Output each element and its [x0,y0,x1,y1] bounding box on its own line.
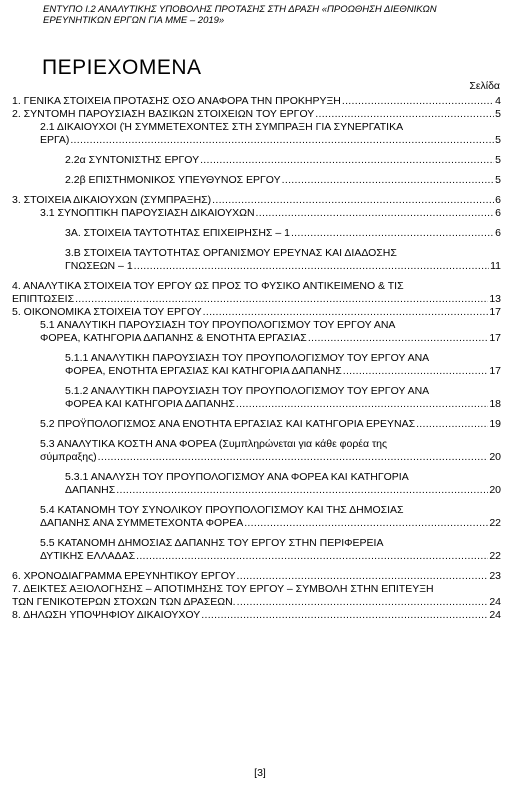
toc-page-number: 24 [489,609,501,621]
toc-entry-text: 5.5 ΚΑΤΑΝΟΜΗ ΔΗΜΟΣΙΑΣ ΔΑΠΑΝΗΣ ΤΟΥ ΕΡΓΟΥ ΣΤΗΝ ΠΕΡΙΦΕΡΕΙΑ [40,537,384,549]
toc-page-number: 6 [495,207,501,219]
toc-dot-leader [236,398,488,411]
toc-entry[interactable] [40,438,501,464]
toc-dot-leader [342,95,494,108]
toc-entry[interactable] [40,207,501,220]
toc-page-number: 6 [495,227,501,239]
toc-entry[interactable] [65,471,501,497]
toc-entry-text: σύμπραξης) [40,451,97,463]
toc-entry-text: 5.3 ΑΝΑΛΥΤΙΚΑ ΚΟΣΤΗ ΑΝΑ ΦΟΡΕΑ (Συμπληρώνεται για κάθε φορέα της [40,438,388,450]
toc-page-number: 22 [489,517,501,529]
toc-dot-leader [201,609,488,622]
toc-page-number: 22 [489,550,501,562]
toc-entry[interactable] [12,108,501,121]
toc-page-number: 19 [489,418,501,430]
toc-entry-text: 5.2 ΠΡΟΫΠΟΛΟΓΙΣΜΟΣ ΑΝΑ ΕΝΟΤΗΤΑ ΕΡΓΑΣΙΑΣ ΚΑΙ ΚΑΤΗΓΟΡΙΑ ΕΡΕΥΝΑΣ [40,418,416,430]
toc-entry[interactable] [40,537,501,563]
toc-entry-text: 3Α. ΣΤΟΙΧΕΙΑ ΤΑΥΤΟΤΗΤΑΣ ΕΠΙΧΕΙΡΗΣΗΣ – 1 [65,227,290,239]
toc-entry-text: ΤΩΝ ΓΕΝΙΚΟΤΕΡΩΝ ΣΤΟΧΩΝ ΤΩΝ ΔΡΑΣΕΩΝ. [12,596,236,608]
toc-entry-text: 5.1 ΑΝΑΛΥΤΙΚΗ ΠΑΡΟΥΣΙΑΣΗ ΤΟΥ ΠΡΟΥΠΟΛΟΓΙΣΜΟΥ ΤΟΥ ΕΡΓΟΥ ΑΝΑ [40,319,396,331]
toc-page-number: 5 [495,134,501,146]
toc-entry-text: 5.3.1 ΑΝΑΛΥΣΗ ΤΟΥ ΠΡΟΥΠΟΛΟΓΙΣΜΟΥ ΑΝΑ ΦΟΡΕΑ ΚΑΙ ΚΑΤΗΓΟΡΙΑ [65,471,409,483]
toc-entry-text: 2.2β ΕΠΙΣΤΗΜΟΝΙΚΟΣ ΥΠΕΥΘΥΝΟΣ ΕΡΓΟΥ [65,174,281,186]
toc-page-number: 20 [489,484,501,496]
toc-entry-text: ΦΟΡΕΑ ΚΑΙ ΚΑΤΗΓΟΡΙΑ ΔΑΠΑΝΗΣ [65,398,235,410]
toc-entry[interactable] [12,583,501,609]
toc-page-number: 17 [489,306,501,318]
toc-entry-text: 5.4 ΚΑΤΑΝΟΜΗ ΤΟΥ ΣΥΝΟΛΙΚΟΥ ΠΡΟΥΠΟΛΟΓΙΣΜΟΥ ΚΑΙ ΤΗΣ ΔΗΜΟΣΙΑΣ [40,504,404,516]
toc-dot-leader [282,174,495,187]
toc-page-number: 5 [495,174,501,186]
toc-entry[interactable] [12,570,501,583]
toc-dot-leader [134,260,489,273]
toc-page-number: 5 [495,154,501,166]
toc-entry-text: 5.1.2 ΑΝΑΛΥΤΙΚΗ ΠΑΡΟΥΣΙΑΣΗ ΤΟΥ ΠΡΟΥΠΟΛΟΓΙΣΜΟΥ ΤΟΥ ΕΡΓΟΥ ΑΝΑ [65,385,430,397]
toc-entry-text: 3. ΣΤΟΙΧΕΙΑ ΔΙΚΑΙΟΥΧΩΝ (ΣΥΜΠΡΑΞΗΣ) [12,194,212,206]
toc-entry-text: ΕΡΓΑ) [40,134,70,146]
toc-entry-text: 3.1 ΣΥΝΟΠΤΙΚΗ ΠΑΡΟΥΣΙΑΣΗ ΔΙΚΑΙΟΥΧΩΝ [40,207,255,219]
toc-dot-leader [416,418,488,431]
toc-dot-leader [75,293,488,306]
toc-entry[interactable] [12,280,501,306]
toc-dot-leader [98,451,489,464]
toc-entry[interactable] [40,121,501,147]
toc-entry[interactable] [65,227,501,240]
toc-entry-text: ΕΠΙΠΤΩΣΕΙΣ [12,293,75,305]
toc-entry-text: 8. ΔΗΛΩΣΗ ΥΠΟΨΗΦΙΟΥ ΔΙΚΑΙΟΥΧΟΥ [12,609,201,621]
page-title: ΠΕΡΙΕΧΟΜΕΝΑ [42,56,202,79]
toc-entry[interactable] [12,194,501,207]
toc-dot-leader [212,194,494,207]
toc-dot-leader [70,134,494,147]
toc-dot-leader [244,517,488,530]
toc-entry[interactable] [12,95,501,108]
toc-entry-text: 2.1 ΔΙΚΑΙΟΥΧΟΙ (Ή ΣΥΜΜΕΤΕΧΟΝΤΕΣ ΣΤΗ ΣΥΜΠΡΑΞΗ ΓΙΑ ΣΥΝΕΡΓΑΤΙΚΑ [40,121,404,133]
toc-entry[interactable] [40,504,501,530]
page-column-label: Σελίδα [469,80,500,92]
toc-entry-text: 5.1.1 ΑΝΑΛΥΤΙΚΗ ΠΑΡΟΥΣΙΑΣΗ ΤΟΥ ΠΡΟΥΠΟΛΟΓΙΣΜΟΥ ΤΟΥ ΕΡΓΟΥ ΑΝΑ [65,352,430,364]
toc-page-number: 11 [490,260,501,272]
toc-dot-leader [116,484,488,497]
toc-entry-text: ΔΥΤΙΚΗΣ ΕΛΛΑΔΑΣ [40,550,136,562]
toc-page-number: 18 [489,398,501,410]
toc-entry-text: 7. ΔΕΙΚΤΕΣ ΑΞΙΟΛΟΓΗΣΗΣ – ΑΠΟΤΙΜΗΣΗΣ ΤΟΥ ΕΡΓΟΥ – ΣΥΜΒΟΛΗ ΣΤΗΝ ΕΠΙΤΕΥΞΗ [12,583,434,595]
toc-page-number: 17 [489,365,501,377]
toc-page-number: 24 [489,596,501,608]
toc-entry-text: 2.2α ΣΥΝΤΟΝΙΣΤΗΣ ΕΡΓΟΥ [65,154,200,166]
toc-entry-text: ΦΟΡΕΑ, ΕΝΟΤΗΤΑ ΕΡΓΑΣΙΑΣ ΚΑΙ ΚΑΤΗΓΟΡΙΑ ΔΑΠΑΝΗΣ [65,365,342,377]
toc-dot-leader [315,108,494,121]
document-header [43,4,503,26]
toc-entry-text: 1. ΓΕΝΙΚΑ ΣΤΟΙΧΕΙΑ ΠΡΟΤΑΣΗΣ ΟΣΟ ΑΝΑΦΟΡΑ ΤΗΝ ΠΡΟΚΗΡΥΞΗ [12,95,341,107]
toc-dot-leader [237,570,489,583]
toc-entry[interactable] [12,609,501,622]
toc-entry-text: ΦΟΡΕΑ, ΚΑΤΗΓΟΡΙΑ ΔΑΠΑΝΗΣ & ΕΝΟΤΗΤΑ ΕΡΓΑΣΙΑΣ [40,332,307,344]
toc-page-number: 6 [495,194,501,206]
toc-dot-leader [203,306,489,319]
toc-entry[interactable] [40,319,501,345]
toc-entry[interactable] [65,154,501,167]
header-line-1: ΕΝΤΥΠΟ Ι.2 ΑΝΑΛΥΤΙΚΗΣ ΥΠΟΒΟΛΗΣ ΠΡΟΤΑΣΗΣ ΣΤΗ ΔΡΑΣΗ «ΠΡΟΩΘΗΣΗ ΔΙΕΘΝΙΚΩΝ [43,4,437,15]
toc-entry[interactable] [65,174,501,187]
toc-entry-text: 5. ΟΙΚΟΝΟΜΙΚΑ ΣΤΟΙΧΕΙΑ ΤΟΥ ΕΡΓΟΥ [12,306,202,318]
toc-page-number: 4 [495,95,501,107]
toc-dot-leader [291,227,494,240]
toc-entry-text: 2. ΣΥΝΤΟΜΗ ΠΑΡΟΥΣΙΑΣΗ ΒΑΣΙΚΩΝ ΣΤΟΙΧΕΙΩΝ ΤΟΥ ΕΡΓΟΥ [12,108,315,120]
toc-entry[interactable] [65,247,501,273]
toc-entry-text: 3.Β ΣΤΟΙΧΕΙΑ ΤΑΥΤΟΤΗΤΑΣ ΟΡΓΑΝΙΣΜΟΥ ΕΡΕΥΝΑΣ ΚΑΙ ΔΙΑΔΟΣΗΣ [65,247,397,259]
toc-dot-leader [237,596,489,609]
toc-entry-text: ΓΝΩΣΕΩΝ – 1 [65,260,133,272]
toc-dot-leader [256,207,495,220]
toc-page-number: 23 [489,570,501,582]
toc-entry[interactable] [40,418,501,431]
toc-entry-text: 6. ΧΡΟΝΟΔΙΑΓΡΑΜΜΑ ΕΡΕΥΝΗΤΙΚΟΥ ΕΡΓΟΥ [12,570,236,582]
toc-dot-leader [343,365,489,378]
toc-entry[interactable] [65,385,501,411]
toc-entry[interactable] [12,306,501,319]
toc-entry[interactable] [65,352,501,378]
toc-entry-text: ΔΑΠΑΝΗΣ ΑΝΑ ΣΥΜΜΕΤΕΧΟΝΤΑ ΦΟΡΕΑ [40,517,244,529]
toc-page-number: 13 [489,293,501,305]
table-of-contents [0,95,520,622]
toc-entry-text: 4. ΑΝΑΛΥΤΙΚΑ ΣΤΟΙΧΕΙΑ ΤΟΥ ΕΡΓΟΥ ΩΣ ΠΡΟΣ ΤΟ ΦΥΣΙΚΟ ΑΝΤΙΚΕΙΜΕΝΟ & ΤΙΣ [12,280,404,292]
toc-page-number: 17 [489,332,501,344]
toc-dot-leader [200,154,494,167]
footer-page-number: [3] [254,767,266,779]
header-line-2: ΕΡΕΥΝΗΤΙΚΩΝ ΕΡΓΩΝ ΓΙΑ ΜΜΕ – 2019» [43,15,225,26]
toc-entry-text: ΔΑΠΑΝΗΣ [65,484,116,496]
toc-dot-leader [308,332,489,345]
toc-page-number: 5 [495,108,501,120]
toc-dot-leader [136,550,488,563]
toc-page-number: 20 [489,451,501,463]
